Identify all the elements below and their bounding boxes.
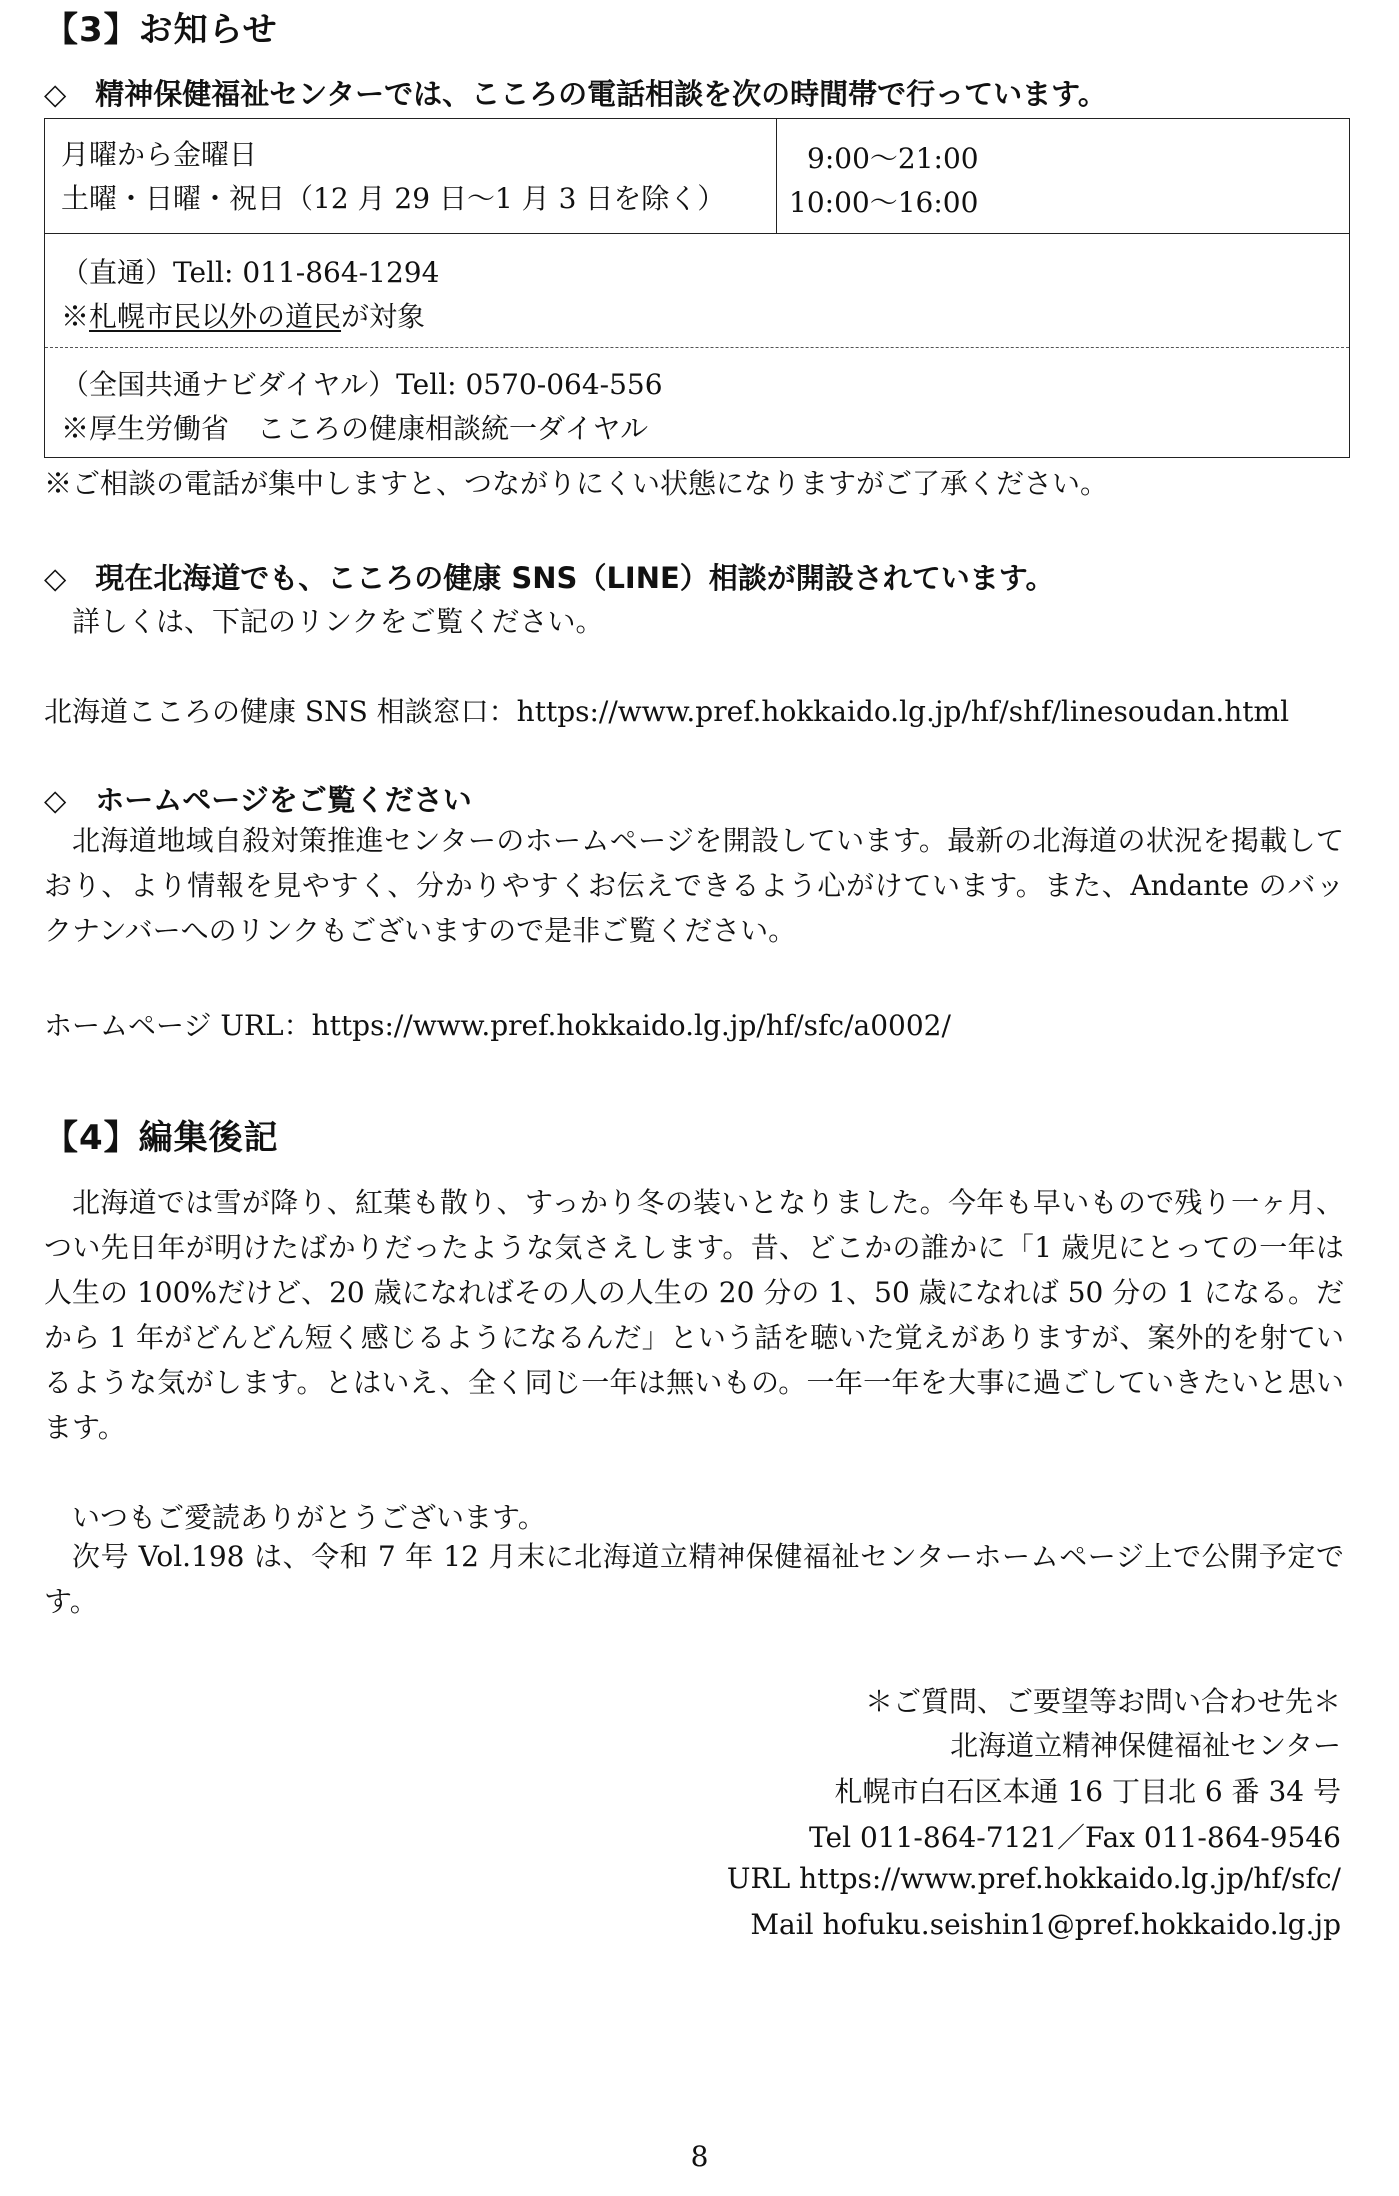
contact-tel-fax: Tel 011-864-7121／Fax 011-864-9546: [809, 1821, 1341, 1854]
weekend-label: 土曜・日曜・祝日（12 月 29 日～1 月 3 日を除く）: [61, 182, 726, 215]
thanks-line: いつもご愛読ありがとうございます。: [72, 1501, 546, 1534]
phone-heading: ◇ 精神保健福祉センターでは、こころの電話相談を次の時間帯で行っています。: [44, 77, 1107, 111]
contact-url: URL https://www.pref.hokkaido.lg.jp/hf/sfc/: [726, 1862, 1341, 1895]
navi-line: （全国共通ナビダイヤル）Tell: 0570-064-556: [61, 368, 663, 401]
contact-mail: Mail hofuku.seishin1@pref.hokkaido.lg.jp: [750, 1908, 1341, 1941]
phone-hours-box: [44, 118, 1350, 458]
weekday-label: 月曜から金曜日: [61, 138, 258, 171]
next-issue: 次号 Vol.198 は、令和 7 年 12 月末に北海道立精神保健福祉センターホームページ上で公開予定です。: [44, 1540, 1344, 1618]
section4-heading: 【4】編集後記: [44, 1118, 279, 1158]
box-dashed-divider: [45, 347, 1349, 348]
homepage-body: 北海道地域自殺対策推進センターのホームページを開設しています。最新の北海道の状況を掲載しており、より情報を見やすく、分かりやすくお伝えできるよう心がけています。また、Andante のバックナンバーへのリンクもございますので是非ご覧ください。: [44, 824, 1344, 947]
direct-line: （直通）Tell: 011-864-1294: [61, 256, 440, 289]
afterword-body: 北海道では雪が降り、紅葉も散り、すっかり冬の装いとなりました。今年も早いもので残り一ヶ月、つい先日年が明けたばかりだったような気さえします。昔、どこかの誰かに「1 歳児にとっての一年は人生の 100%だけど、20 歳になればその人の人生の 20 分の 1、50 歳になれば 50 分の 1 になる。だから 1 年がどんどん短く感じるようになるんだ」という話を聴いた覚えがありますが、案外的を射ているような気がします。とはいえ、全く同じ一年は無いもの。一年一年を大事に過ごしていきたいと思います。: [44, 1186, 1344, 1444]
contact-title: ＊ご質問、ご要望等お問い合わせ先＊: [864, 1685, 1341, 1718]
sns-heading: ◇ 現在北海道でも、こころの健康 SNS（LINE）相談が開設されています。: [44, 561, 1055, 595]
hours-column-divider: [776, 119, 777, 233]
page-number: 8: [690, 2140, 709, 2173]
section3-heading: 【3】お知らせ: [44, 10, 278, 50]
sns-intro: 詳しくは、下記のリンクをご覧ください。: [72, 605, 604, 638]
contact-address: 札幌市白石区本通 16 丁目北 6 番 34 号: [834, 1775, 1341, 1808]
box-row-divider: [45, 233, 1349, 234]
direct-note: [61, 295, 425, 335]
direct-note-prefix: ※: [61, 300, 90, 333]
homepage-url: ホームページ URL：https://www.pref.hokkaido.lg.jp/hf/sfc/a0002/: [44, 1009, 951, 1042]
weekend-hours: 10:00～16:00: [789, 186, 979, 219]
weekday-hours: 9:00～21:00: [807, 142, 979, 175]
navi-note: ※厚生労働省 こころの健康相談統一ダイヤル: [61, 412, 649, 445]
busy-note: ※ご相談の電話が集中しますと、つながりにくい状態になりますがご了承ください。: [44, 467, 1109, 500]
direct-note-underlined: 札幌市民以外の道民: [89, 300, 342, 333]
sns-link: 北海道こころの健康 SNS 相談窓口：https://www.pref.hokkaido.lg.jp/hf/shf/linesoudan.html: [44, 695, 1290, 728]
direct-note-suffix: が対象: [341, 300, 426, 333]
contact-org: 北海道立精神保健福祉センター: [950, 1729, 1341, 1762]
homepage-heading: ◇ ホームページをご覧ください: [44, 783, 472, 817]
